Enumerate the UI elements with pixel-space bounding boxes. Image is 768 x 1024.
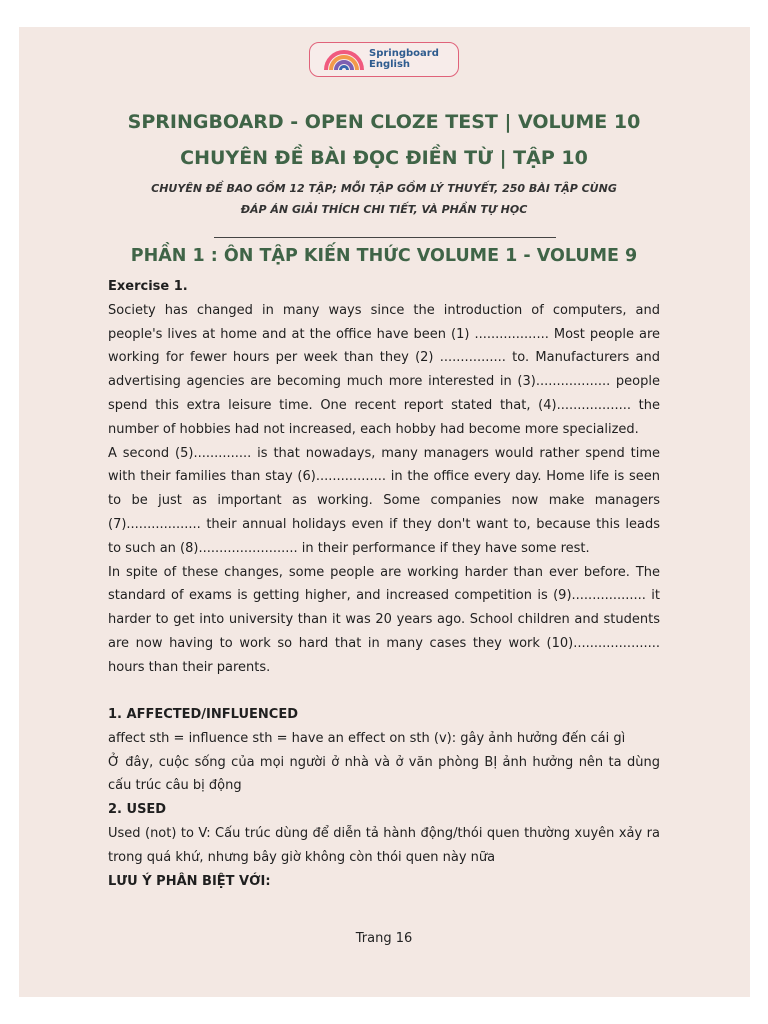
divider (214, 237, 556, 238)
document-title: SPRINGBOARD - OPEN CLOZE TEST | VOLUME 10 (127, 111, 641, 133)
answer-2-line-1: Used (not) to V: Cấu trúc dùng để diễn tả hành động/thói quen thường xuyên xảy ra trong quá khứ, nhưng bây giờ không còn thói quen này nữa (108, 825, 660, 865)
answer-2-title: 2. USED (108, 802, 167, 818)
answers-section (108, 703, 660, 893)
answer-1-line-1: affect sth = influence sth = have an effect on sth (v): gây ảnh hưởng đến cái gì (108, 730, 626, 746)
springboard-logo (309, 42, 459, 77)
subtitle-line-2: ĐÁP ÁN GIẢI THÍCH CHI TIẾT, VÀ PHẦN TỰ HỌC (240, 203, 528, 216)
section-title: PHẦN 1 : ÔN TẬP KIẾN THỨC VOLUME 1 - VOLUME 9 (130, 246, 638, 266)
document-subtitle-title: CHUYÊN ĐỀ BÀI ĐỌC ĐIỀN TỪ | TẬP 10 (180, 147, 588, 169)
page-number: Trang 16 (355, 931, 413, 946)
subtitle-line-1: CHUYÊN ĐỀ BAO GỒM 12 TẬP; MỖI TẬP GỒM LÝ THUYẾT, 250 BÀI TẬP CÙNG (151, 182, 617, 195)
paragraph-1: Society has changed in many ways since the introduction of computers, and people's lives at home and at the office have been (1) .................. Most people are working for fewer hours per week than they (2) ................ to. Manufacturers and advertising agencies are becoming much more interested in (3).................. people spend this extra leisure time. One recent report stated that, (4).................. the number of hobbies had not increased, each hobby had become more specialized. (108, 302, 660, 437)
exercise-body (108, 275, 660, 680)
paragraph-3: In spite of these changes, some people are working harder than ever before. The standard of exams is getting higher, and increased competition is (9).................. it harder to get into university than it was 20 years ago. School children and students are now having to work so hard that in many cases they work (10)..................... hours than their parents. (108, 564, 660, 675)
answer-1-line-2: Ở đây, cuộc sống của mọi người ở nhà và ở văn phòng BỊ ảnh hưởng nên ta dùng cấu trúc câu bị động (108, 754, 660, 794)
exercise-label: Exercise 1. (108, 279, 188, 294)
rainbow-icon (324, 49, 364, 71)
paragraph-2: A second (5).............. is that nowadays, many managers would rather spend time with their families than stay (6)................. in the office every day. Home life is seen to be just as important as working. Some companies now make managers (7).................. their annual holidays even if they don't want to, because this leads to such an (8)........................ in their performance if they have some rest. (108, 445, 660, 556)
logo-text: Springboard English (369, 48, 439, 70)
note-heading: LƯU Ý PHÂN BIỆT VỚI: (108, 873, 271, 889)
answer-1-title: 1. AFFECTED/INFLUENCED (108, 707, 298, 722)
